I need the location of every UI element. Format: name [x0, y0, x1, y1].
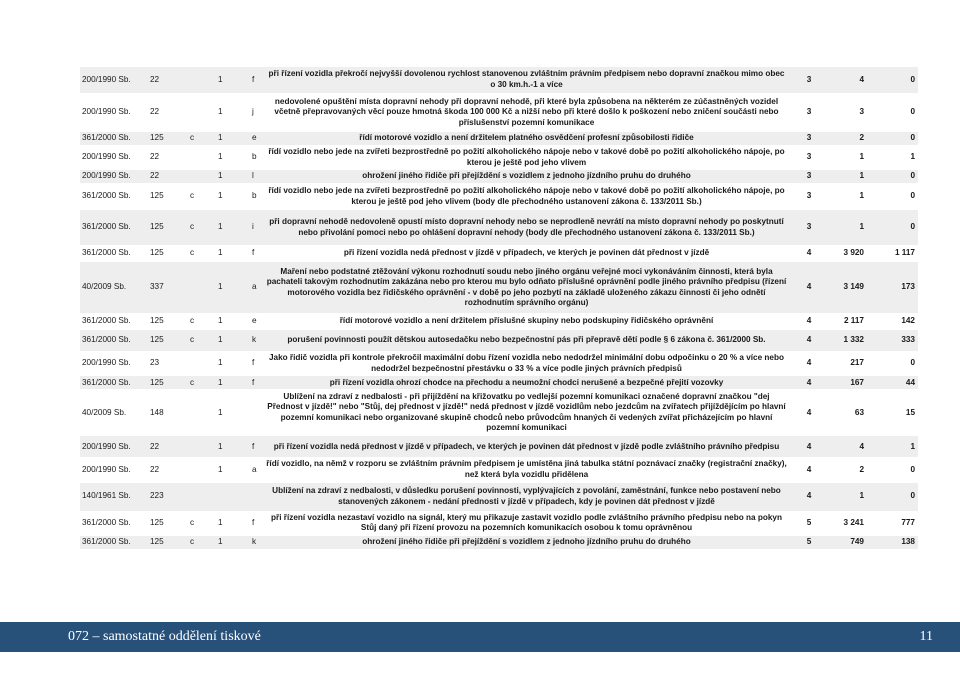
description-cell: řídí vozidlo, na němž v rozporu se zvláštním právním předpisem je umístěna jiná tabulka státní poznávací značky (registrační značky), než která byla vozidlu přidělena [264, 458, 789, 481]
letter-cell: c [188, 535, 216, 550]
item-cell: i [250, 209, 264, 246]
second-count-cell: 0 [874, 67, 918, 94]
item-cell [250, 390, 264, 435]
second-count-cell: 777 [874, 512, 918, 535]
table-row [80, 352, 918, 375]
item-cell: e [250, 131, 264, 146]
law-cell: 361/2000 Sb. [80, 512, 148, 535]
letter-cell [188, 67, 216, 94]
law-cell: 361/2000 Sb. [80, 329, 148, 352]
paragraph-cell: 337 [148, 261, 188, 314]
table-row [80, 314, 918, 329]
second-count-cell: 0 [874, 169, 918, 184]
count-cell: 3 241 [829, 512, 874, 535]
paragraph-cell: 148 [148, 390, 188, 435]
letter-cell [188, 169, 216, 184]
subsection-cell: 1 [216, 169, 250, 184]
description-cell: ohrožení jiného řidiče při přejíždění s vozidlem z jednoho jízdního pruhu do druhého [264, 535, 789, 550]
item-cell: a [250, 261, 264, 314]
footer-bar [0, 622, 960, 652]
table-row [80, 67, 918, 94]
subsection-cell: 1 [216, 209, 250, 246]
item-cell: k [250, 535, 264, 550]
table-row [80, 482, 918, 512]
letter-cell [188, 435, 216, 458]
item-cell: f [250, 435, 264, 458]
law-cell: 361/2000 Sb. [80, 375, 148, 390]
points-cell: 4 [789, 246, 829, 261]
count-cell: 3 920 [829, 246, 874, 261]
paragraph-cell: 223 [148, 482, 188, 512]
letter-cell: c [188, 209, 216, 246]
paragraph-cell: 125 [148, 375, 188, 390]
table-row [80, 209, 918, 246]
paragraph-cell: 22 [148, 458, 188, 481]
subsection-cell: 1 [216, 390, 250, 435]
description-cell: Ublížení na zdraví z nedbalosti, v důsledku porušení povinnosti, vyplývajících z povolání, zaměstnání, funkce nebo postavení nebo stanovených zákonem - nedání přednosti v jízdě v případech, kdy je povinen dát přednost v jízdě [264, 482, 789, 512]
law-cell: 361/2000 Sb. [80, 209, 148, 246]
item-cell: f [250, 246, 264, 261]
paragraph-cell: 125 [148, 131, 188, 146]
points-cell: 4 [789, 261, 829, 314]
table-row [80, 435, 918, 458]
second-count-cell: 44 [874, 375, 918, 390]
points-cell: 3 [789, 209, 829, 246]
paragraph-cell: 125 [148, 329, 188, 352]
table-row [80, 329, 918, 352]
subsection-cell: 1 [216, 329, 250, 352]
item-cell: f [250, 512, 264, 535]
paragraph-cell: 125 [148, 246, 188, 261]
item-cell: l [250, 169, 264, 184]
points-cell: 4 [789, 352, 829, 375]
law-cell: 361/2000 Sb. [80, 535, 148, 550]
law-cell: 200/1990 Sb. [80, 146, 148, 169]
count-cell: 1 [829, 482, 874, 512]
second-count-cell: 333 [874, 329, 918, 352]
subsection-cell: 1 [216, 246, 250, 261]
subsection-cell: 1 [216, 375, 250, 390]
second-count-cell: 0 [874, 352, 918, 375]
points-cell: 3 [789, 94, 829, 131]
table-row [80, 512, 918, 535]
letter-cell [188, 261, 216, 314]
letter-cell: c [188, 314, 216, 329]
item-cell: b [250, 146, 264, 169]
description-cell: při řízení vozidla nezastaví vozidlo na signál, který mu přikazuje zastavit vozidlo podle zvláštního právního předpisu nebo na pokyn Stůj daný při řízení provozu na pozemních komunikacích osobou k tomu oprávněnou [264, 512, 789, 535]
count-cell: 2 [829, 458, 874, 481]
points-cell: 5 [789, 512, 829, 535]
paragraph-cell: 22 [148, 169, 188, 184]
table-row [80, 375, 918, 390]
count-cell: 217 [829, 352, 874, 375]
item-cell: f [250, 375, 264, 390]
description-cell: Jako řidič vozidla při kontrole překročil maximální dobu řízení vozidla nebo nedodržel minimální dobu odpočinku o 20 % a více nebo nedodržel bezpečnostní přestávku o 33 % a více podle jiných právních předpisů [264, 352, 789, 375]
law-cell: 361/2000 Sb. [80, 246, 148, 261]
footer-department: 072 – samostatné oddělení tiskové [68, 629, 261, 644]
count-cell: 749 [829, 535, 874, 550]
second-count-cell: 0 [874, 458, 918, 481]
paragraph-cell: 22 [148, 94, 188, 131]
points-cell: 3 [789, 131, 829, 146]
second-count-cell: 173 [874, 261, 918, 314]
points-cell: 3 [789, 67, 829, 94]
points-cell: 3 [789, 146, 829, 169]
count-cell: 4 [829, 435, 874, 458]
law-cell: 200/1990 Sb. [80, 67, 148, 94]
count-cell: 1 [829, 184, 874, 209]
count-cell: 2 117 [829, 314, 874, 329]
count-cell: 2 [829, 131, 874, 146]
letter-cell: c [188, 246, 216, 261]
law-cell: 361/2000 Sb. [80, 314, 148, 329]
points-cell: 3 [789, 169, 829, 184]
count-cell: 1 [829, 209, 874, 246]
points-cell: 4 [789, 314, 829, 329]
letter-cell: c [188, 375, 216, 390]
offense-table [80, 67, 918, 551]
points-cell: 4 [789, 390, 829, 435]
count-cell: 3 149 [829, 261, 874, 314]
subsection-cell: 1 [216, 131, 250, 146]
paragraph-cell: 23 [148, 352, 188, 375]
subsection-cell: 1 [216, 184, 250, 209]
count-cell: 4 [829, 67, 874, 94]
table-row [80, 535, 918, 550]
count-cell: 3 [829, 94, 874, 131]
table-row [80, 146, 918, 169]
paragraph-cell: 125 [148, 184, 188, 209]
letter-cell: c [188, 131, 216, 146]
second-count-cell: 1 [874, 146, 918, 169]
subsection-cell: 1 [216, 535, 250, 550]
second-count-cell: 0 [874, 482, 918, 512]
second-count-cell: 0 [874, 131, 918, 146]
law-cell: 40/2009 Sb. [80, 261, 148, 314]
description-cell: řídí vozidlo nebo jede na zvířeti bezprostředně po požití alkoholického nápoje nebo v takové době po požití alkoholického nápoje, po kterou je ještě pod jeho vlivem [264, 146, 789, 169]
law-cell: 40/2009 Sb. [80, 390, 148, 435]
points-cell: 4 [789, 435, 829, 458]
table-row [80, 458, 918, 481]
law-cell: 361/2000 Sb. [80, 184, 148, 209]
table-row [80, 184, 918, 209]
law-cell: 361/2000 Sb. [80, 131, 148, 146]
description-cell: porušení povinnosti použít dětskou autosedačku nebo bezpečnostní pás při přepravě dětí podle § 6 zákona č. 361/2000 Sb. [264, 329, 789, 352]
letter-cell [188, 146, 216, 169]
count-cell: 167 [829, 375, 874, 390]
points-cell: 4 [789, 375, 829, 390]
letter-cell [188, 390, 216, 435]
subsection-cell: 1 [216, 512, 250, 535]
description-cell: řídí motorové vozidlo a není držitelem platného osvědčení profesní způsobilosti řidiče [264, 131, 789, 146]
letter-cell [188, 94, 216, 131]
paragraph-cell: 125 [148, 535, 188, 550]
letter-cell [188, 352, 216, 375]
letter-cell: c [188, 512, 216, 535]
points-cell: 4 [789, 329, 829, 352]
second-count-cell: 0 [874, 209, 918, 246]
subsection-cell: 1 [216, 67, 250, 94]
paragraph-cell: 125 [148, 512, 188, 535]
table-row [80, 94, 918, 131]
item-cell: e [250, 314, 264, 329]
subsection-cell: 1 [216, 352, 250, 375]
item-cell [250, 482, 264, 512]
item-cell: f [250, 352, 264, 375]
count-cell: 1 332 [829, 329, 874, 352]
second-count-cell: 0 [874, 94, 918, 131]
points-cell: 4 [789, 482, 829, 512]
paragraph-cell: 22 [148, 146, 188, 169]
subsection-cell: 1 [216, 94, 250, 131]
points-cell: 3 [789, 184, 829, 209]
subsection-cell: 1 [216, 146, 250, 169]
page-number: 11 [919, 629, 933, 644]
description-cell: Maření nebo podstatné ztěžování výkonu rozhodnutí soudu nebo jiného orgánu veřejné moci vykonáváním činnosti, která byla pachateli takovým rozhodnutím zakázána nebo pro kterou mu bylo odňato příslušné oprávnění podle jiného právního předpisu (řízení motorového vozidla bez řidičského oprávnění - v době po jeho pozbytí na základě uloženého zákazu činnosti či jeho odnětí rozhodnutím správního orgánu) [264, 261, 789, 314]
paragraph-cell: 125 [148, 314, 188, 329]
law-cell: 200/1990 Sb. [80, 435, 148, 458]
second-count-cell: 1 117 [874, 246, 918, 261]
description-cell: řídí motorové vozidlo a není držitelem příslušné skupiny nebo podskupiny řidičského oprávnění [264, 314, 789, 329]
count-cell: 1 [829, 146, 874, 169]
subsection-cell: 1 [216, 261, 250, 314]
description-cell: řídí vozidlo nebo jede na zvířeti bezprostředně po požití alkoholického nápoje nebo v takové době po požití alkoholického nápoje, po kterou je ještě pod jeho vlivem (body dle přechodného ustanovení zákona č. 133/2011 Sb.) [264, 184, 789, 209]
description-cell: při řízení vozidla nedá přednost v jízdě v případech, ve kterých je povinen dát přednost v jízdě podle zvláštního právního předpisu [264, 435, 789, 458]
description-cell: při řízení vozidla nedá přednost v jízdě v případech, ve kterých je povinen dát přednost v jízdě [264, 246, 789, 261]
second-count-cell: 0 [874, 184, 918, 209]
description-cell: při řízení vozidla překročí nejvyšší dovolenou rychlost stanovenou zvláštním právním předpisem nebo dopravní značkou mimo obec o 30 km.h.-1 a více [264, 67, 789, 94]
paragraph-cell: 22 [148, 435, 188, 458]
table-row [80, 390, 918, 435]
item-cell: j [250, 94, 264, 131]
points-cell: 4 [789, 458, 829, 481]
letter-cell: c [188, 329, 216, 352]
law-cell: 200/1990 Sb. [80, 94, 148, 131]
second-count-cell: 1 [874, 435, 918, 458]
letter-cell [188, 458, 216, 481]
count-cell: 63 [829, 390, 874, 435]
law-cell: 140/1961 Sb. [80, 482, 148, 512]
table-row [80, 246, 918, 261]
description-cell: při řízení vozidla ohrozí chodce na přechodu a neumožní chodci nerušené a bezpečné přejití vozovky [264, 375, 789, 390]
item-cell: f [250, 67, 264, 94]
item-cell: b [250, 184, 264, 209]
second-count-cell: 15 [874, 390, 918, 435]
subsection-cell: 1 [216, 458, 250, 481]
description-cell: nedovolené opuštění místa dopravní nehody při dopravní nehodě, při které byla způsobena na některém ze zúčastněných vozidel včetně přepravovaných věcí pouze hmotná škoda 100 000 Kč a nižší nebo při které došlo k poškození nebo zničení součásti nebo příslušenství pozemní komunikace [264, 94, 789, 131]
paragraph-cell: 125 [148, 209, 188, 246]
law-cell: 200/1990 Sb. [80, 352, 148, 375]
second-count-cell: 138 [874, 535, 918, 550]
item-cell: k [250, 329, 264, 352]
description-cell: při dopravní nehodě nedovoleně opustí místo dopravní nehody nebo se neprodleně nevrátí na místo dopravní nehody po poskytnutí nebo přivolání pomoci nebo po ohlášení dopravní nehody (body dle přechodného ustanovení zákona č. 133/2011 Sb.) [264, 209, 789, 246]
subsection-cell: 1 [216, 435, 250, 458]
table-row [80, 261, 918, 314]
count-cell: 1 [829, 169, 874, 184]
item-cell: a [250, 458, 264, 481]
description-cell: ohrožení jiného řidiče při přejíždění s vozidlem z jednoho jízdního pruhu do druhého [264, 169, 789, 184]
subsection-cell: 1 [216, 314, 250, 329]
subsection-cell [216, 482, 250, 512]
letter-cell [188, 482, 216, 512]
table-row [80, 131, 918, 146]
paragraph-cell: 22 [148, 67, 188, 94]
description-cell: Ublížení na zdraví z nedbalosti - při přijíždění na křižovatku po vedlejší pozemní komunikaci označené dopravní značkou "dej Přednost v jízdě!" nebo "Stůj, dej přednost v jízdě!" nedá přednost v jízdě vozidlům nebo jezdcům na zvířatech přijíždějícím po hlavní pozemní komunikaci nebo organizované skupině chodců nebo průvodcům hnaných či vedených zvířat přicházejícím po hlavní pozemní komunikaci [264, 390, 789, 435]
table-row [80, 169, 918, 184]
points-cell: 5 [789, 535, 829, 550]
law-cell: 200/1990 Sb. [80, 169, 148, 184]
letter-cell: c [188, 184, 216, 209]
second-count-cell: 142 [874, 314, 918, 329]
law-cell: 200/1990 Sb. [80, 458, 148, 481]
